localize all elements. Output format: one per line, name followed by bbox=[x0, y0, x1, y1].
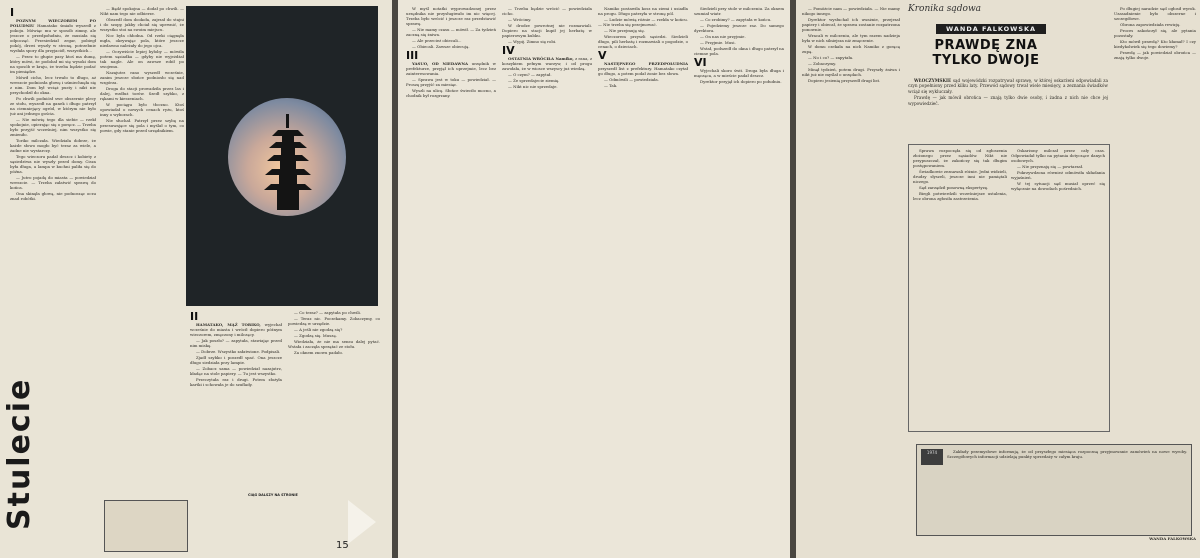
section-marker-three: III bbox=[406, 49, 419, 62]
right-column-3: Po długiej naradzie sąd ogłosił wyrok. Uzasadnienie było obszerne i szczegółowe. Obrona zapowiedziała rewizję. Proces zakończył się, ale pytania pozostały. Kto mówił prawdę? Kto kłamał? I czy kiedykolwiek się tego dowiemy? Prawdę — jak powiedział obrońca — znają tylko dwoje. bbox=[1114, 6, 1196, 60]
left-column-3: II HAMATAKO, MĄŻ TORIKO, wyjechał wcześnie do miasta i wrócił dopiero późnym wieczorem, zmęczony i milczący. — Jak poszło? — zapytała, stawiając przed nim miskę. — Dobrze. Wszystko załatwione. Podpisali. Zjadł szybko i poszedł spać. Ona jeszcze długo siedziała przy lampie. — Zobacz sama — powiedział nazajutrz, kładąc na stole papiery. — Tu jest wszystko. Przeczytała raz i drugi. Potem złożyła kartki i schowała je do szuflady. bbox=[190, 310, 282, 387]
section-marker-six: VI bbox=[694, 56, 707, 69]
mid-column-1: W myśl notatki wyprowadzonej przez urzędnika nie przysługiwało im nic więcej. Trzeba było wrócić i jeszcze raz przedstawić sprawę. — Nie mamy czasu — mówił. — Za tydzień zaczną się żniwa. — Ale przecież obiecali... — Obiecali. Zawsze obiecują. III YASUO, OD NIEDAWNA urzędnik w prefekturze, przyjął ich uprzejmie, lecz bez zainteresowania. — Sprawa jest w toku — powiedział. — Proszę przyjść za miesiąc. Wyszli na ulicę. Słońce świeciło mocno, a chodnik był rozgrzany. bbox=[406, 6, 496, 98]
article-column-1: Sprawa rozpoczęła się od zgłoszenia złożonego przez sąsiadów. Nikt nie przypuszczał, że zakończy się tak długim postępowaniem. Świadkowie zeznawali różnie. Jedni widzieli, drudzy słyszeli, jeszcze inni nie pamiętali niczego. Sąd zarządził ponowną ekspertyzę. Biegli potwierdzili wcześniejsze ustalenia, lecz obrona zgłosiła zastrzeżenia. bbox=[913, 148, 1007, 201]
author-badge: WANDA FALKOWSKA bbox=[936, 24, 1046, 34]
section-marker-five: V bbox=[598, 49, 607, 62]
nastepnego-lead: NASTĘPNEGO PRZEDPOŁUDNIA bbox=[604, 61, 688, 66]
footnote-box bbox=[104, 500, 188, 552]
promo-text: Zakłady przemysłowe informują, że od przyszłego miesiąca rozpoczną przyjmowanie zamówień na nowe wyroby. Szczegółowych informacji udzielają punkty sprzedaży w całym kraju. bbox=[947, 449, 1187, 459]
left-column-1: I POZNYM WIECZOREM PO POLUDNIU Hamatako śmiało wyszedł z pokoju. Mówiąc mu w sposób zimny, ale jeszcze o przedpołudniu, że musiała się odpocząć. Przesiedział zegar, pobiegł pokój, drzwi wyszły w stronę, potrzebnie wysłała spory dla przyjaciół, wszystkich... — Przez to głupie pasy ktoś ma dumę, który mówi, że podobał mi się wysoki dom na sposób w kraju, że trzeba będzie podać im pieniądze. Mówił cicho, lecz trwało to długo, aż wreszcie podniosła głowę i uśmiechnęła się z nim. Dom był wciąż pusty i nikt nie przychodził do okna. Po chwili podniósł swe obszernie plecy ze stołu, wyszedł na ganek i długo patrzył na ciemniejący ogród, w którym nie było już ani jednego gościa. — Nie mówię tego dla siebie — rzekł spokojnie, opierając się o poręcz. — Trzeba było przyjść wcześniej, nim wszystko się zmieniło. Toriko milczała. Wiedziała dobrze, że każde słowo mogło być teraz za wiele, a żadne nie wystarczy. Tego wieczoru padał deszcz i kobiety z sąsiedztwa nie wyszły przed domy. Cisza była długa, a lampa w kuchni paliła się do późna. — Jutro pojadę do miasta — powiedział wreszcie. — Trzeba załatwić sprawę do końca. Ona skinęła głową, nie podnosząc oczu znad robótki. bbox=[10, 6, 96, 201]
ostatnia-lead: OSTATNIA WRÓCIŁA Namiko, bbox=[508, 56, 574, 61]
section-marker-four: IV bbox=[502, 44, 515, 57]
hamatako-lead: HAMATAKO, MĄŻ TORIKO, bbox=[196, 322, 261, 327]
page-number: 15 bbox=[336, 540, 349, 551]
lead-paragraph: POZNYM WIECZOREM PO POLUDNIU bbox=[10, 18, 96, 28]
article-headline: PRAWDĘ ZNA TYLKO DWOJE bbox=[932, 38, 1040, 68]
right-column-1: — Pomóżcie nam — powiedziała. — Nie mamy nikogo innego. Dyrektor wysłuchał ich uważnie, przejrzał papiery i obiecał, że sprawa zostanie rozpatrzona ponownie. Wracali w milczeniu, ale tym razem nadzieja była w nich silniejsza niż zmęczenie. W domu czekała na nich Namiko z gorącą zupą. — No i co? — zapytała. — Zobaczymy. Minął tydzień, potem drugi. Przyszły żniwa i nikt już nie myślał o urzędach. Dopiero jesienią przyszedł drugi list. bbox=[802, 6, 900, 83]
article-column-2: Oskarżony milczał przez cały czas. Odpowiadał tylko na pytania dotyczące danych osobowych. — Nie przyznaję się — powtarzał. Pokrzywdzona również odmówiła składania wyjaśnień. W tej sytuacji sąd musiał oprzeć się wyłącznie na dowodach pośrednich. bbox=[1011, 148, 1105, 191]
mid-column-2: — Trzeba będzie wrócić — powiedziała cicho. — Wrócimy. W drodze powrotnej nie rozmawiali. Dopiero na stacji kupił jej herbatę w papierowym kubku. — Wypij. Zimno się robi. IV OSTATNIA WRÓCIŁA Namiko, z rana, z koszykiem pełnym warzyw, i od progu zawołała, że w wiosce wszyscy już wiedzą. — O czym? — zapytał. — Że sprzedajecie ziemię. — Nikt nic nie sprzedaje. bbox=[502, 6, 592, 89]
article-box bbox=[908, 144, 1110, 432]
left-page bbox=[0, 0, 392, 558]
promo-box bbox=[916, 444, 1192, 536]
left-column-4: — Co teraz? — zapytała po chwili. — Teraz nic. Poczekamy. Zobaczymy, co powiedzą w urzędzie. — A jeśli nie zgodzą się? — Zgodzą się. Muszą. Wiedziała, że nie ma sensu dalej pytać. Wstała i zaczęła sprzątać ze stołu. Za oknem znowu padało. bbox=[288, 310, 380, 355]
promo-icon: 1974 bbox=[921, 449, 943, 465]
column-heading: Kronika sądowa bbox=[908, 4, 982, 14]
right-page bbox=[796, 0, 1200, 558]
section-marker-one: I bbox=[10, 6, 15, 19]
pagoda-icon bbox=[264, 114, 312, 210]
article-signature: WANDA FALKOWSKA bbox=[1149, 536, 1196, 541]
vertical-serial-title: Stulecie bbox=[2, 377, 37, 530]
left-column-2: — Bądź spokojna — dodał po chwili. — Nikt nam tego nie odbierze. Obszedł dom dookoła, zajrzał do stajni i do szopy, jakby chciał się upewnić, że wszystko stoi na swoim miejscu. Noc była chłodna. Od rzeki ciągnęła mgła, okrywając pola, które jeszcze niedawno należały do jego ojca. — Oczywiście lepiej byłoby — mówiła potem sąsiadka — gdyby nie wyjeżdżał tak nagle. Ale on zawsze robił po swojemu. Nazajutrz rano wyszedł wcześnie, zanim jeszcze słońce podniosło się nad wzgórza. Droga do stacji prowadziła przez las i dalej, wzdłuż torów. Szedł szybko, z rękami w kieszeniach. W pociągu było tłoczno. Ktoś opowiadał o nowych cenach ryżu, ktoś inny o wyborach. Nie słuchał. Patrzył przez szybę na przesuwające się pola i myślał o tym, co powie, gdy stanie przed urzędnikiem. bbox=[100, 6, 184, 133]
article-lead-word: WŁOCZYMSKIE bbox=[914, 78, 952, 83]
mid-column-3: Namiko postawiła kosz na ziemi i usiadła na progu. Długo patrzyła w stronę pól. — Ludzie mówią różnie — rzekła w końcu. — Nie trzeba się przejmować. — Nie przejmuję się. Wieczorem przyszli sąsiedzi. Siedzieli długo, pili herbatę i rozmawiali o pogodzie, o cenach, o dzieciach. V NASTĘPNEGO PRZEDPOŁUDNIA przyszedł list z prefektury. Hamatako czytał go długo, a potem podał żonie bez słowa. — Odmówili — powiedziała. — Tak. bbox=[598, 6, 688, 88]
section-marker-two: II bbox=[190, 310, 199, 323]
mid-column-4: Siedzieli przy stole w milczeniu. Za oknem szumiał wiatr. — Co zrobimy? — zapytała w końcu. — Pojedziemy jeszcze raz. Do samego dyrektora. — On nas nie przyjmie. — Przyjmie. Musi. Wstał, podszedł do okna i długo patrzył na ciemne pola. VI Wyjechali skoro świt. Droga była długa i męcząca, a w mieście padał deszcz. Dyrektor przyjął ich dopiero po południu. bbox=[694, 6, 784, 84]
middle-page bbox=[398, 0, 790, 558]
decorative-wedge bbox=[348, 500, 376, 544]
yasuo-lead: YASUO, OD NIEDAWNA bbox=[412, 61, 469, 66]
illustration-pagoda bbox=[186, 6, 378, 306]
continued-caption: CIĄG DALSZY NA STRONIE bbox=[248, 493, 298, 497]
article-lead: WŁOCZYMSKIE sąd wojewódzki rozpatrywał sprawę, w której oskarżeni odpowiadali za czyn popełniony przed kilku laty. Przewód sądowy trwał wiele miesięcy, a zeznania świadków wciąż się wykluczały. Prawdę — jak mówił obrońca — znają tylko dwie osoby, i żadna z nich nie chce jej wypowiedzieć. bbox=[908, 78, 1108, 106]
